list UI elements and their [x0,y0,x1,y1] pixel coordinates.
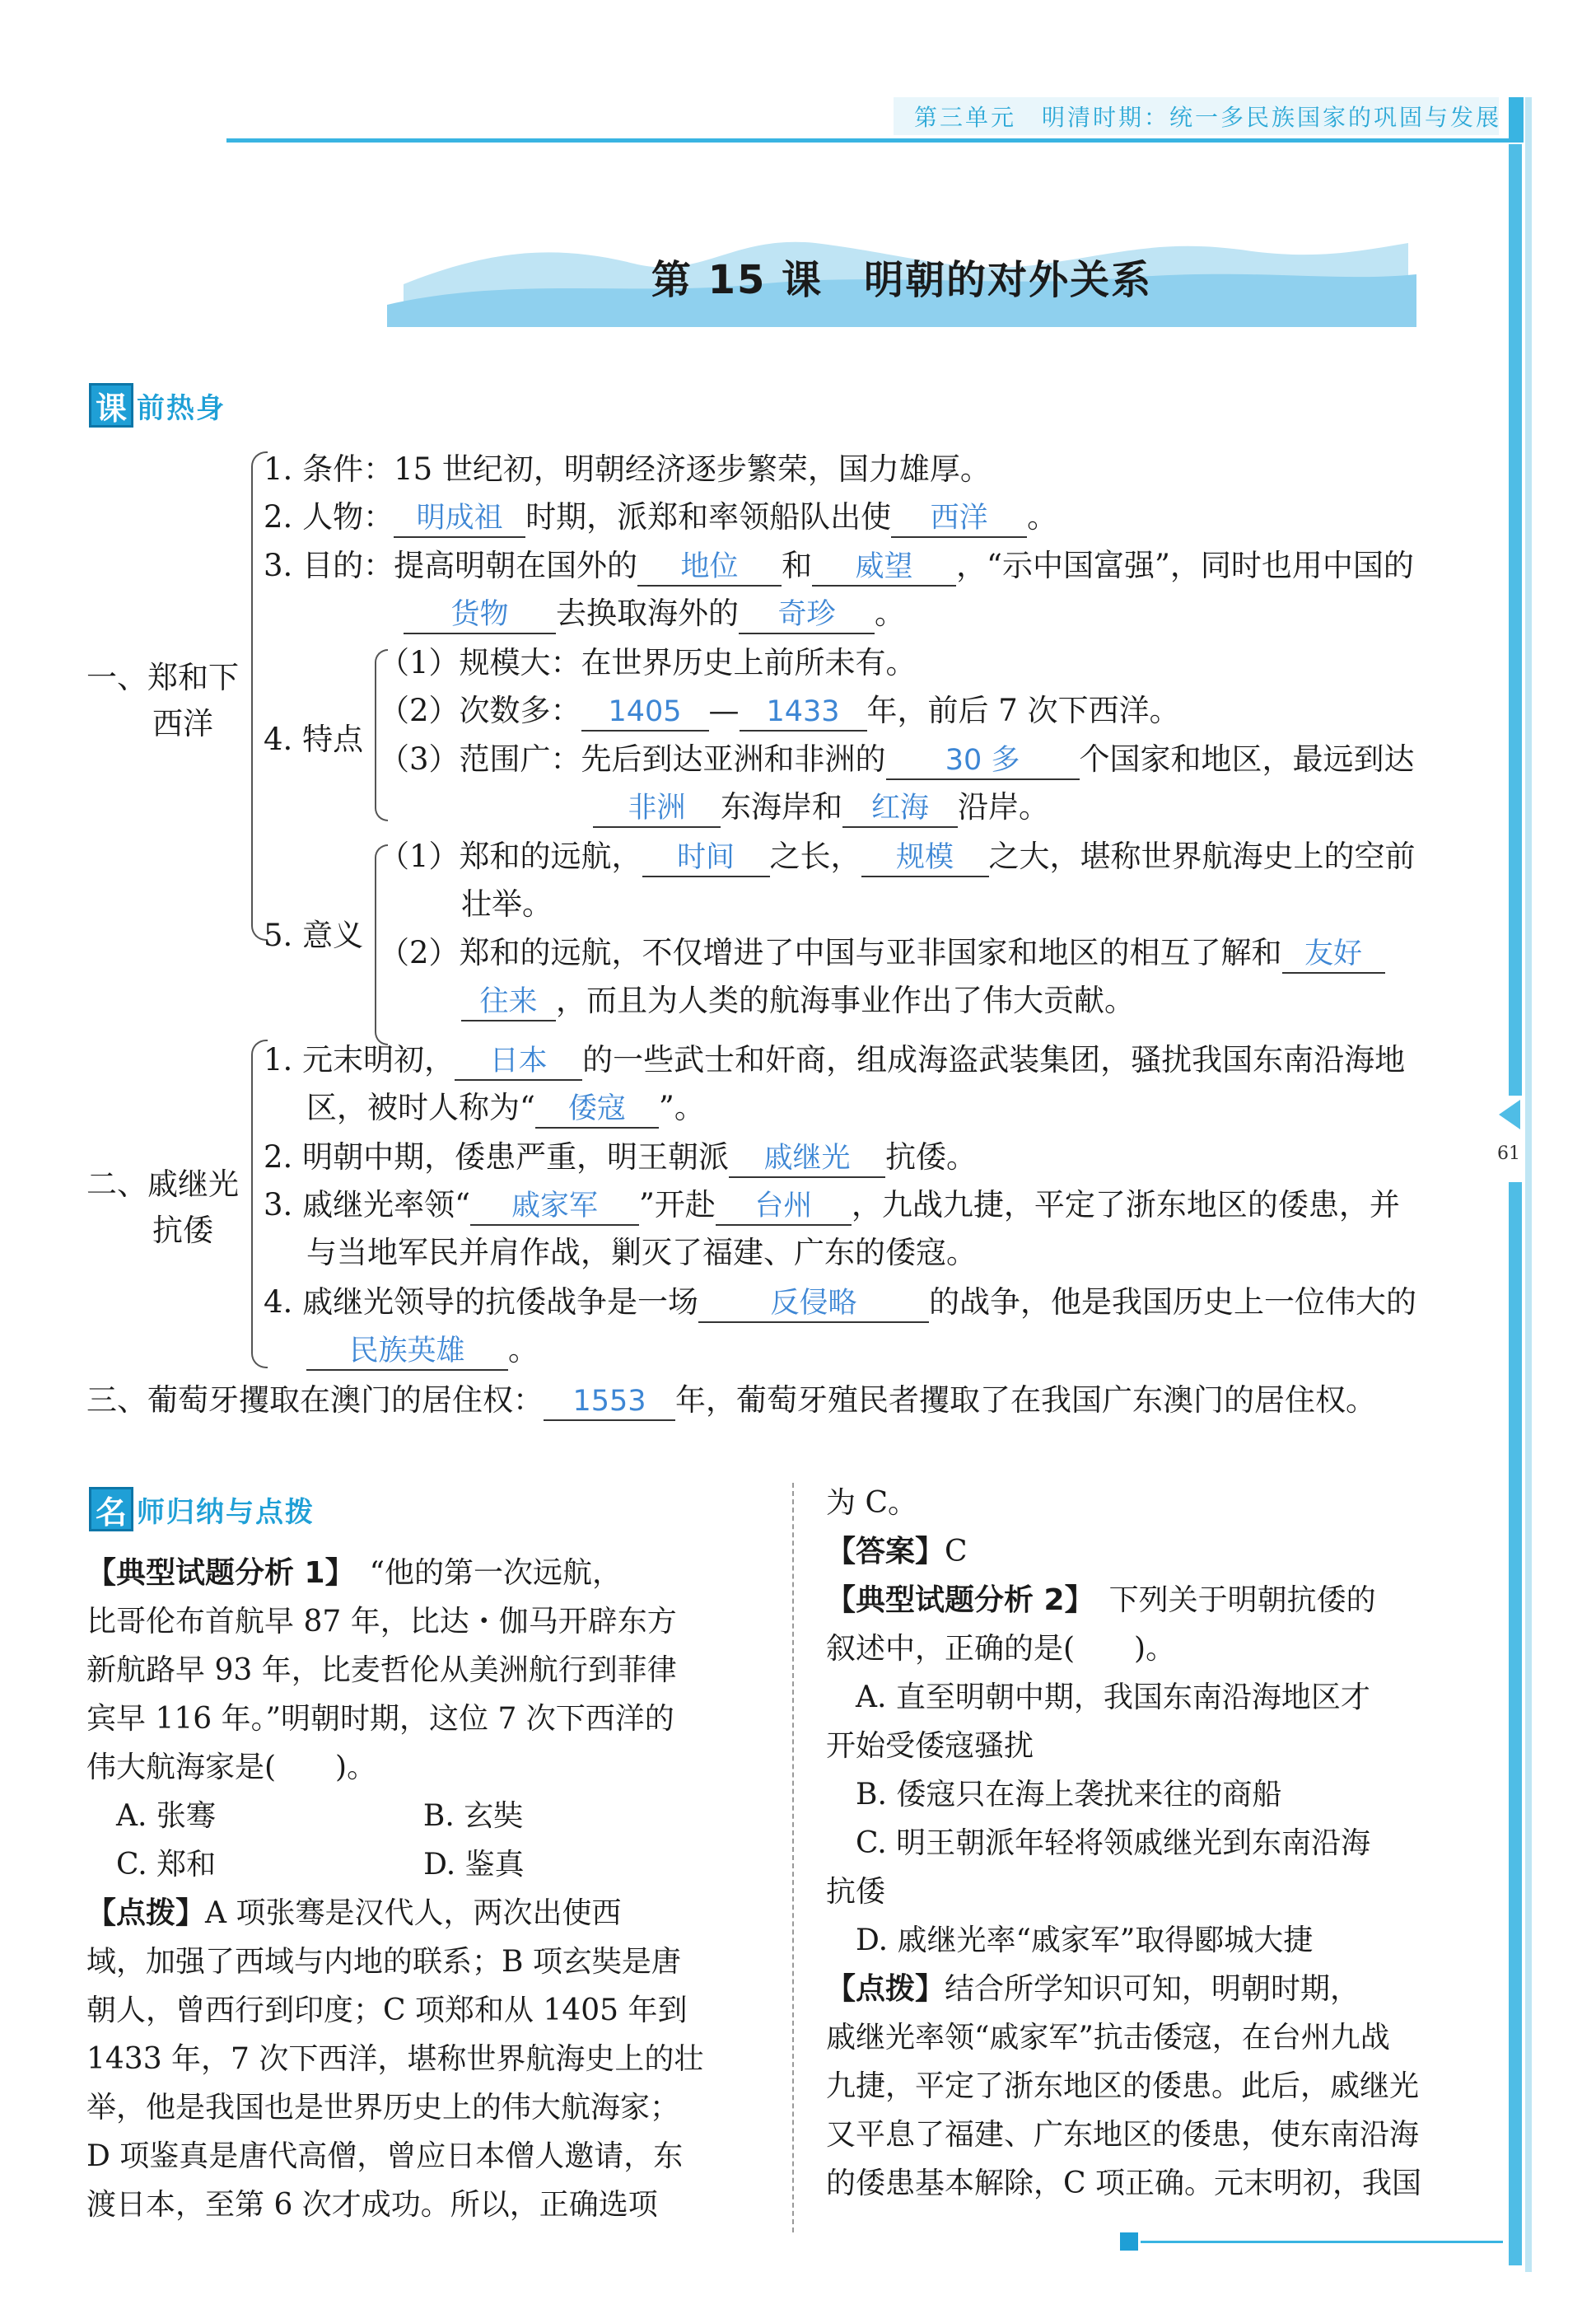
text-line [826,1916,1501,1965]
answer-blank: 30 多 [886,742,1080,780]
answer-blank: 威望 [812,549,956,587]
g3-line: 三、葡萄牙攫取在澳门的居住权： 1553 年，葡萄牙殖民者攫取了在我国广东澳门的居住权。 [86,1380,1376,1421]
answer-blank: 规模 [861,839,989,877]
g1-item5-label: 5. 意义 [264,918,364,953]
line-text: D 项鉴真是唐代高僧，曾应日本僧人邀请，东 [86,2139,684,2173]
g2-item2: 2. 明朝中期，倭患严重，明王朝派 戚继光 抗倭。 [264,1137,977,1178]
line-text: C [945,1535,968,1568]
group2-label: 二、戚继光 抗倭 [86,1166,239,1248]
answer-blank: 时间 [642,839,770,877]
section-header-teacher [89,1487,315,1531]
text-line [86,1840,762,1889]
section-header-warmup [89,383,226,428]
line-text: 1433 年，7 次下西洋，堪称世界航海史上的壮 [86,2042,704,2076]
answer-blank: 倭寇 [535,1091,659,1129]
line-text: 朝人，曾西行到印度；C 项郑和从 1405 年到 [86,1994,688,2027]
text-line [86,1792,762,1840]
answer-blank: 戚继光 [729,1140,885,1178]
label-tag: 【典型试题分析 2】 [826,1583,1080,1617]
answer-blank: 反侵略 [698,1285,929,1323]
line-text: A 项张骞是汉代人，两次出使西 [205,1896,622,1930]
text-line [826,2013,1501,2062]
column-divider [792,1483,794,2232]
text-line [826,1722,1501,1770]
line-text: 叙述中，正确的是( )。 [826,1632,1176,1666]
line-text: A. 直至明朝中期，我国东南沿海地区才 [826,1681,1370,1714]
text-line [86,2083,762,2132]
line-text: 域，加强了西域与内地的联系；B 项玄奘是唐 [86,1945,681,1979]
header-rule [226,138,1524,143]
line-text: C. 郑和 D. 鉴真 [86,1848,525,1882]
line-text: A. 张骞 B. 玄奘 [86,1799,524,1833]
g1-item4-3: （3）范围广：先后到达亚洲和非洲的 30 多 个国家和地区，最远到达 [379,739,1415,780]
answer-blank: 友好 [1282,936,1385,974]
line-text: 又平息了福建、广东地区的倭患，使东南沿海 [826,2118,1420,2152]
label-tag: 【典型试题分析 1】 [86,1556,340,1590]
footer-rule [1141,2241,1503,2243]
right-tab-upper [1509,144,1522,1096]
answer-blank: 台州 [716,1188,852,1226]
g1-item4-1: （1）规模大：在世界历史上前所未有。 [379,645,917,680]
line-text: 新航路早 93 年，比麦哲伦从美洲航行到菲律 [86,1653,677,1687]
label-tag: 【答案】 [826,1535,945,1568]
line-text: B. 倭寇只在海上袭扰来往的商船 [826,1778,1282,1811]
g1-item4-3-cont: 非洲 东海岸和 红海 沿岸。 [593,787,1049,828]
lesson-title-banner [387,227,1416,334]
answer-blank: 1553 [544,1383,675,1421]
text-line [86,1549,762,1597]
text-line [86,1597,762,1646]
answer-blank: 日本 [455,1043,582,1081]
line-text: 抗倭 [826,1875,886,1909]
right-tab-lower [1509,1182,1522,2265]
text-line [826,1576,1501,1624]
g1-item4-label: 4. 特点 [264,722,364,757]
line-text: 开始受倭寇骚扰 [826,1729,1034,1763]
text-line [826,1673,1501,1722]
answer-blank: 戚家军 [470,1188,639,1226]
right-column [826,1479,1501,2208]
answer-blank: 奇珍 [739,596,875,634]
text-line [86,2181,762,2229]
answer-blank: 西洋 [891,500,1027,538]
answer-blank: 1433 [740,694,867,732]
g1-item5-2-cont: 往来 ，而且为人类的航海事业作出了伟大贡献。 [461,980,1135,1021]
section-badge: 名 [89,1487,133,1531]
text-line [86,1646,762,1695]
group1-label: 一、郑和下 西洋 [86,660,239,741]
text-line [826,1868,1501,1916]
answer-blank: 红海 [842,790,958,828]
g1-item3: 3. 目的：提高明朝在国外的 地位 和 威望 ，“示中国富强”，同时也用中国的 [264,545,1414,587]
g2-item4: 4. 戚继光领导的抗倭战争是一场 反侵略 的战争，他是我国历史上一位伟大的 [264,1282,1416,1323]
line-text: 比哥伦布首航早 87 年，比达・伽马开辟东方 [86,1605,677,1638]
g2-item1: 1. 元末明初， 日本 的一些武士和奸商，组成海盗武装集团，骚扰我国东南沿海地 [264,1040,1405,1081]
answer-blank: 民族英雄 [306,1333,508,1371]
text-line [86,1938,762,1986]
lesson-title: 第 15 课 明朝的对外关系 [651,257,1153,303]
g1-item5-1: （1）郑和的远航， 时间 之长， 规模 之大，堪称世界航海史上的空前 [379,836,1416,877]
g1-item5-1-cont: 壮举。 [461,886,553,922]
g1-item4-2: （2）次数多： 1405 — 1433 年，前后 7 次下西洋。 [379,690,1180,732]
line-text: 结合所学知识可知，明朝时期， [945,1972,1360,2006]
line-text: “他的第一次远航， [339,1556,622,1590]
text-line [826,1770,1501,1819]
text-line [826,1527,1501,1576]
text-line [86,1695,762,1743]
line-text: 宾早 116 年。”明朝时期，这位 7 次下西洋的 [86,1702,674,1736]
answer-blank: 地位 [637,549,782,587]
section-title: 师归纳与点拨 [137,1495,315,1529]
page-number: 61 [1497,1143,1520,1164]
text-line [86,1743,762,1792]
tab-arrow-icon [1499,1100,1520,1129]
answer-blank: 货物 [404,596,556,634]
answer-blank: 1405 [581,694,709,732]
g2-item4-cont: 民族英雄 。 [306,1330,539,1371]
line-text: 的倭患基本解除，C 项正确。元末明初，我国 [826,2167,1421,2200]
line-text: 举，他是我国也是世界历史上的伟大航海家； [86,2091,680,2125]
text-line [826,1819,1501,1868]
text-line [86,2132,762,2181]
label-tag: 【点拨】 [826,1972,945,2006]
line-text: 下列关于明朝抗倭的 [1079,1583,1376,1617]
line-text: 伟大航海家是( )。 [86,1751,377,1784]
g1-item1: 1. 条件：15 世纪初，明朝经济逐步繁荣，国力雄厚。 [264,451,991,487]
footer-square [1120,2232,1138,2251]
text-line [826,1965,1501,2013]
g2-item1-cont: 区，被时人称为“ 倭寇 ”。 [306,1087,705,1129]
unit-title: 第三单元 明清时期：统一多民族国家的巩固与发展 [914,104,1502,131]
text-line [826,2111,1501,2159]
text-line [86,2035,762,2083]
text-line [826,1624,1501,1673]
header-corner [1509,97,1524,143]
label-tag: 【点拨】 [86,1896,206,1930]
text-line [826,2159,1501,2208]
g2-item3: 3. 戚继光率领“ 戚家军 ”开赴 台州 ，九战九捷，平定了浙东地区的倭患，并 [264,1185,1400,1226]
g1-item5-2: （2）郑和的远航，不仅增进了中国与亚非国家和地区的相互了解和 友好 [379,933,1385,974]
text-line [826,1479,1501,1527]
text-line [826,2062,1501,2111]
line-text: 九捷，平定了浙东地区的倭患。此后，戚继光 [826,2069,1420,2103]
text-line [86,1889,762,1938]
right-rail [1525,97,1532,2272]
line-text: 渡日本，至第 6 次才成功。所以，正确选项 [86,2188,658,2222]
line-text: D. 戚继光率“戚家军”取得郾城大捷 [826,1924,1314,1957]
section-title: 前热身 [137,391,226,425]
answer-blank: 非洲 [593,790,721,828]
answer-blank: 明成祖 [394,500,525,538]
line-text: C. 明王朝派年轻将领戚继光到东南沿海 [826,1826,1371,1860]
g2-item3-cont: 与当地军民并肩作战，剿灭了福建、广东的倭寇。 [306,1235,977,1270]
g1-item3-cont: 货物 去换取海外的 奇珍 。 [404,593,905,634]
answer-blank: 往来 [461,984,556,1021]
g1-item2: 2. 人物： 明成祖 时期，派郑和率领船队出使 西洋 。 [264,497,1057,538]
section-badge: 课 [89,383,133,428]
left-column [86,1549,762,2229]
line-text: 为 C。 [826,1486,917,1520]
line-text: 戚继光率领“戚家军”抗击倭寇，在台州九战 [826,2021,1390,2055]
text-line [86,1986,762,2035]
